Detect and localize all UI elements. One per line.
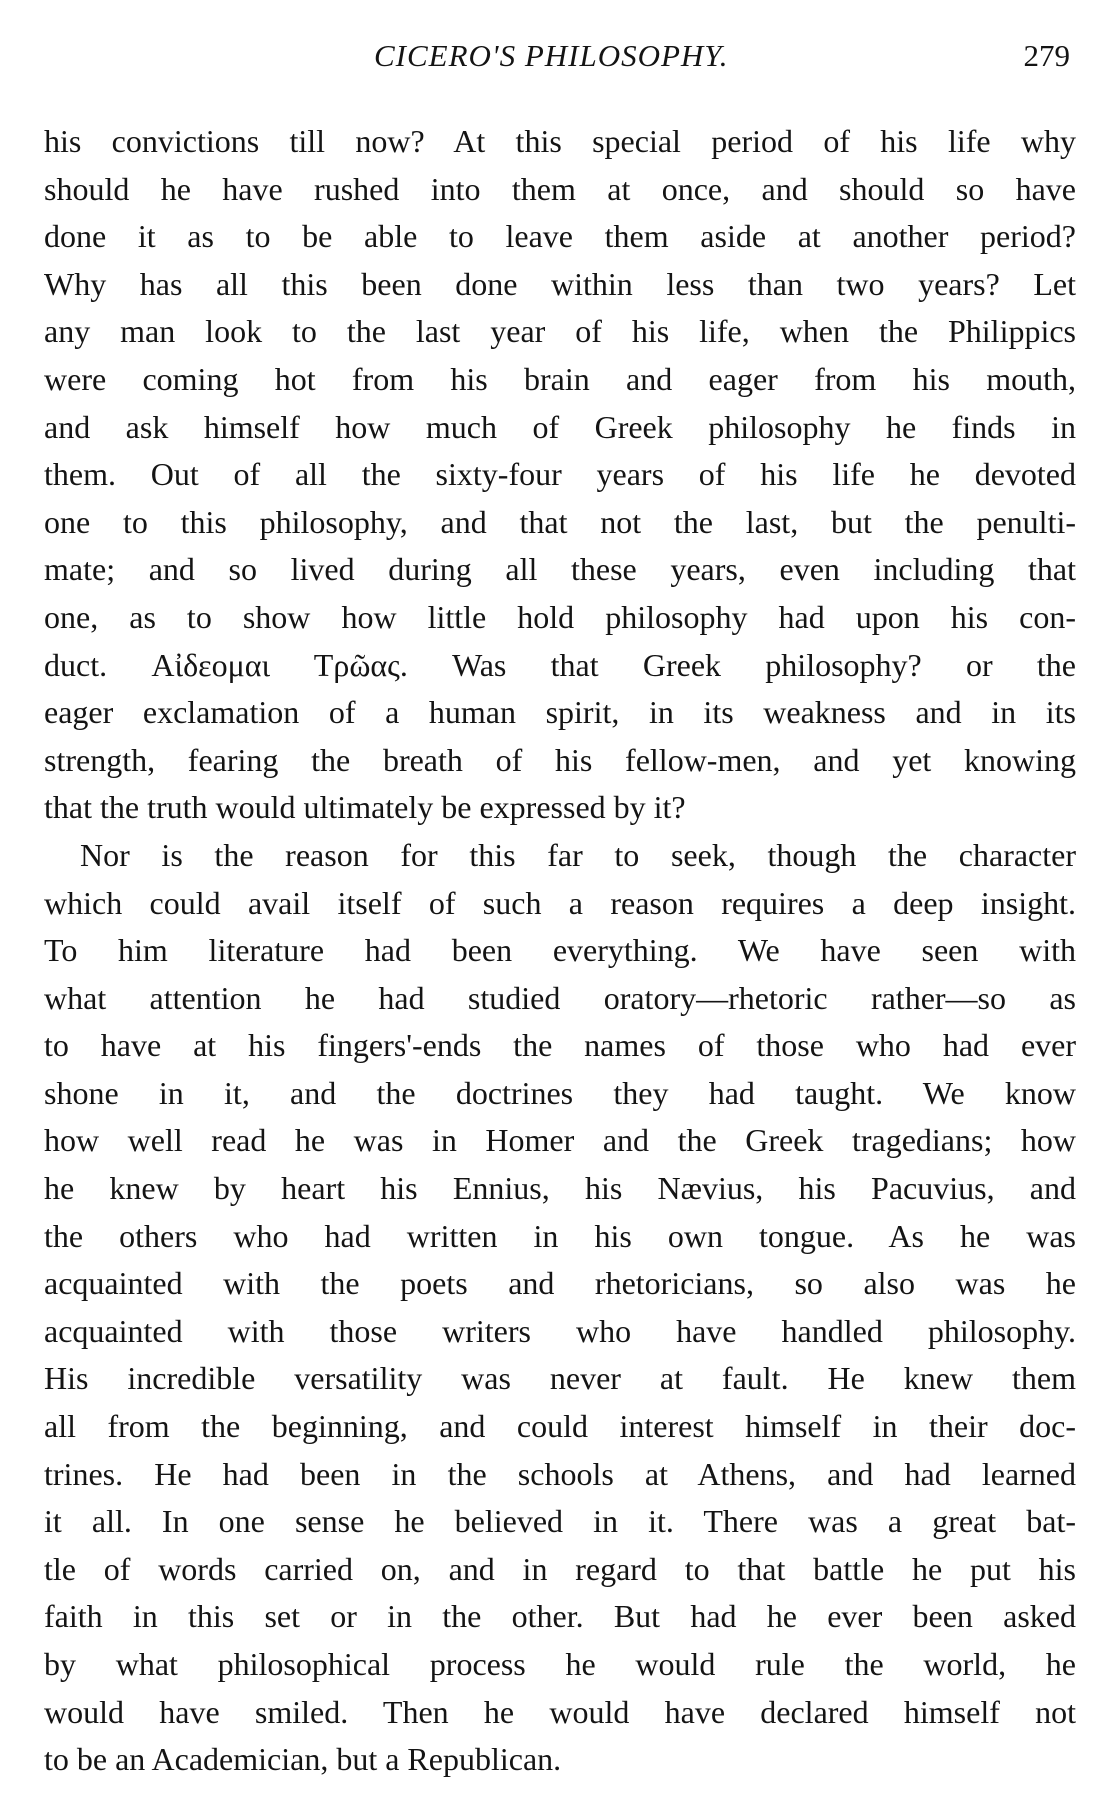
text-line: them. Out of all the sixty-four years of his life he devoted xyxy=(44,456,1076,493)
text-line: that the truth would ultimately be expressed by it? xyxy=(44,789,686,826)
text-line: shone in it, and the doctrines they had taught. We know xyxy=(44,1074,1076,1111)
text-line: acquainted with the poets and rhetoricians, so also was he xyxy=(44,1265,1076,1302)
text-line: what attention he had studied oratory—rhetoric rather—so as xyxy=(44,979,1076,1016)
text-line: To him literature had been everything. We have seen with xyxy=(44,932,1076,969)
text-line: how well read he was in Homer and the Greek tragedians; how xyxy=(44,1122,1076,1159)
text-line: Nor is the reason for this far to seek, though the character xyxy=(80,836,1076,873)
text-line: trines. He had been in the schools at Athens, and had learned xyxy=(44,1455,1076,1492)
text-line: to have at his fingers'-ends the names of those who had ever xyxy=(44,1027,1076,1064)
text-line: by what philosophical process he would rule the world, he xyxy=(44,1646,1076,1682)
text-line: Why has all this been done within less than two years? Let xyxy=(44,265,1076,302)
text-line: and ask himself how much of Greek philosophy he finds in xyxy=(44,408,1076,445)
book-page xyxy=(44,0,1076,1817)
text-line: which could avail itself of such a reason requires a deep insight. xyxy=(44,884,1076,921)
text-line: were coming hot from his brain and eager from his mouth, xyxy=(44,360,1076,397)
paragraph xyxy=(44,118,1076,832)
running-head xyxy=(44,38,1076,82)
text-line: one to this philosophy, and that not the last, but the penulti- xyxy=(44,503,1076,540)
text-line: would have smiled. Then he would have declared himself not xyxy=(44,1693,1076,1730)
text-line: the others who had written in his own tongue. As he was xyxy=(44,1217,1076,1254)
paragraph xyxy=(44,832,1076,1784)
body-text xyxy=(44,118,1076,1784)
text-line: His incredible versatility was never at fault. He knew them xyxy=(44,1360,1076,1397)
text-line: any man look to the last year of his life, when the Philippics xyxy=(44,313,1076,350)
page-number: 279 xyxy=(1023,38,1070,73)
text-line: faith in this set or in the other. But had he ever been asked xyxy=(44,1598,1076,1635)
text-line: done it as to be able to leave them aside at another period? xyxy=(44,218,1076,255)
text-line: acquainted with those writers who have handled philosophy. xyxy=(44,1312,1076,1349)
text-line: one, as to show how little hold philosophy had upon his con- xyxy=(44,598,1076,635)
text-line: duct. Αἰδεομαι Τρῶας. Was that Greek philosophy? or the xyxy=(44,646,1076,683)
text-line: eager exclamation of a human spirit, in its weakness and in its xyxy=(44,694,1076,731)
text-line: strength, fearing the breath of his fellow-men, and yet knowing xyxy=(44,741,1076,778)
text-line: all from the beginning, and could interest himself in their doc- xyxy=(44,1408,1076,1445)
text-line: to be an Academician, but a Republican. xyxy=(44,1741,562,1778)
running-title: CICERO'S PHILOSOPHY. xyxy=(374,38,729,73)
text-line: his convictions till now? At this special period of his life why xyxy=(44,123,1076,159)
text-line: tle of words carried on, and in regard to that battle he put his xyxy=(44,1550,1076,1587)
text-line: mate; and so lived during all these years, even including that xyxy=(44,551,1076,588)
text-line: it all. In one sense he believed in it. There was a great bat- xyxy=(44,1503,1076,1540)
text-line: he knew by heart his Ennius, his Nævius, his Pacuvius, and xyxy=(44,1170,1076,1207)
text-line: should he have rushed into them at once, and should so have xyxy=(44,170,1076,207)
